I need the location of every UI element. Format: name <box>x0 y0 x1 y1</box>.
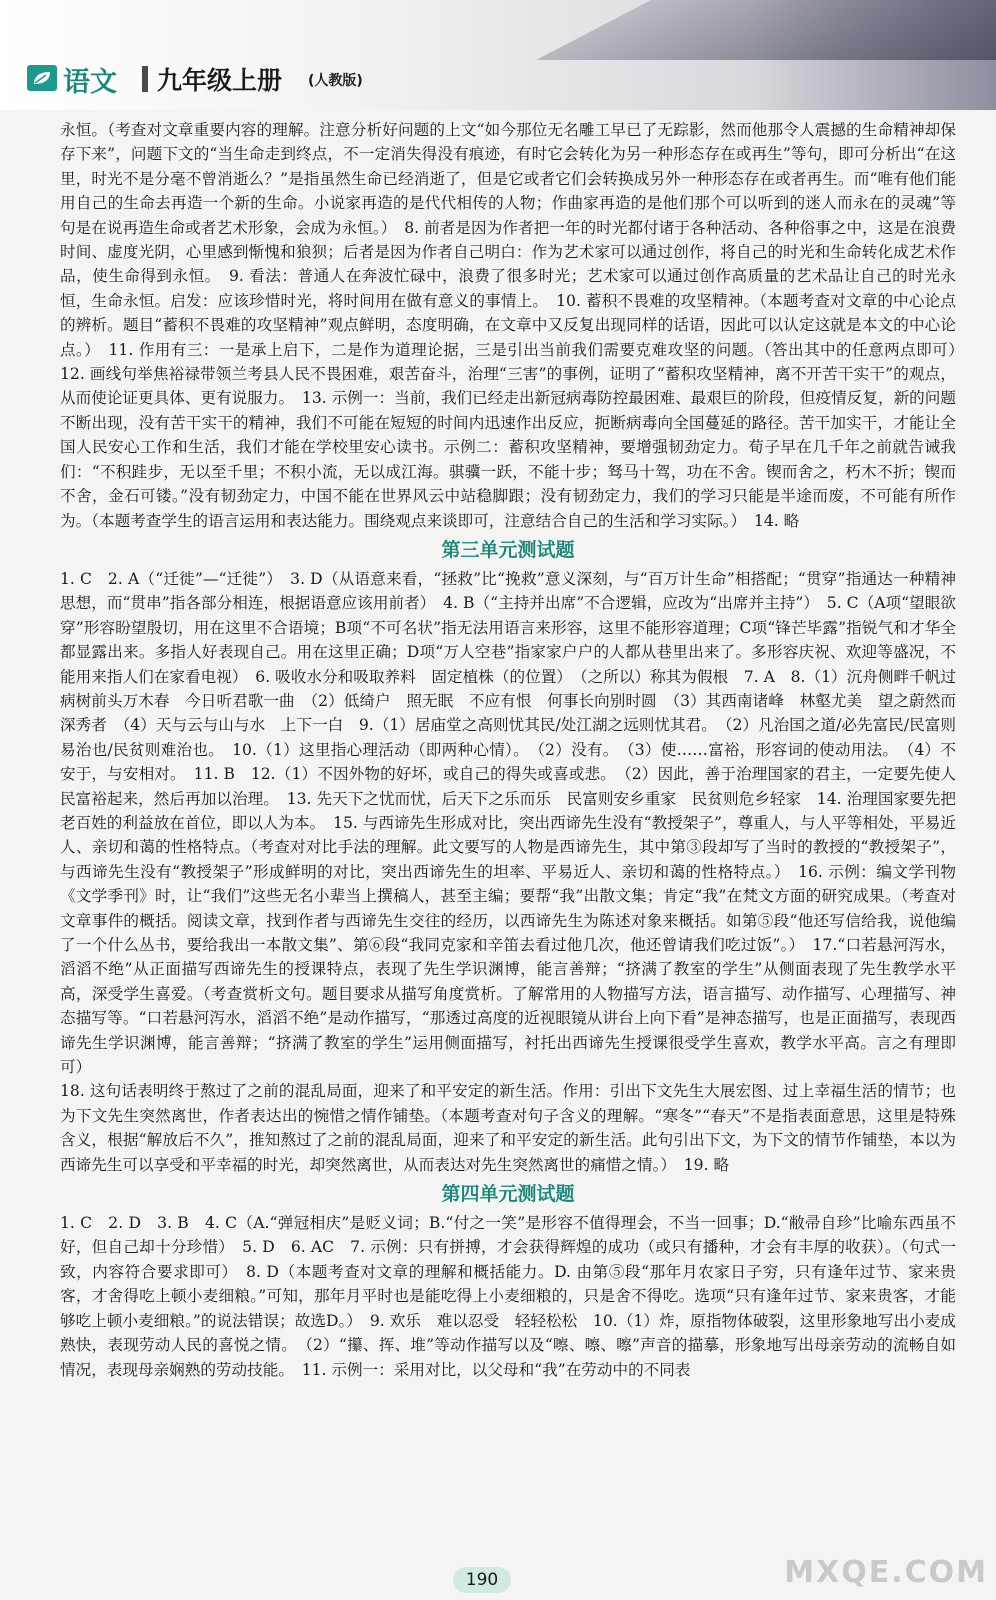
section-title-unit3: 第三单元测试题 <box>441 538 575 561</box>
answer-paragraph-unit3-q18: 18. 这句话表明终于熬过了之前的混乱局面，迎来了和平安定的新生活。作用：引出下文先生大展宏图、过上幸福生活的情节；也为下文先生突然离世，作者表达出的惋惜之情作铺垫。（本题考查对句子含义的理解。“寒冬”“春天”不是指表面意思，这里是特殊含义，根据“解放后不久”，推知熬过了之前的混乱局面，迎来了和平安定的新生活。此句引出下文，为下文的情节作铺垫，本以为西谛先生可以享受和平幸福的时光，却突然离世，从而表达对先生突然离世的痛惜之情。） 19. 略 <box>60 1082 956 1174</box>
answer-paragraph-unit4: 1. C 2. D 3. B 4. C（A.“弹冠相庆”是贬义词；B.“付之一笑”是形容不值得理会，不当一回事；D.“敝帚自珍”比喻东西虽不好，但自己却十分珍惜） 5. D 6. AC 7. 示例：只有拼搏，才会获得辉煌的成功（或只有播种，才会有丰厚的收获）。（句式一致，内容符合要求即可） 8. D（本题考查对文章的理解和概括能力。D. 由第⑤段“那年月农家日子穷，只有逢年过节、家来贵客，才舍得吃上顿小麦细粮。”可知，那年月平时也是能吃得上小麦细粮的，只是舍不得吃。选项“只有逢年过节、家来贵客，才能够吃上顿小麦细粮。”的说法错误；故选D。） 9. 欢乐 难以忍受 轻轻松松 10.（1）炸，原指物体破裂，这里形象地写出小麦成熟快，表现劳动人民的喜悦之情。 （2）“攥、挥、堆”等动作描写以及“嚓、嚓、嚓”声音的描摹，形象地写出母亲劳动的流畅自如情况，表现母亲娴熟的劳动技能。 11. 示例一：采用对比，以父母和“我”在劳动中的不同表 <box>60 1214 956 1379</box>
grade-label: 九年级上册 <box>157 66 283 95</box>
header-divider <box>142 66 148 92</box>
watermark: MXQE.COM <box>784 1555 988 1590</box>
subject-label: 语文 <box>63 67 117 98</box>
answer-paragraph-unit3: 1. C 2. A（“迁徙”—“迁徙”） 3. D（从语意来看，“拯救”比“挽救”意义深刻，与“百万计生命”相搭配；“贯穿”指通达一种精神思想，而“贯串”指各部分相连，根据语意应该用前者） 4. B（“主持并出席”不合逻辑，应改为“出席并主持”） 5. C（A项“望眼欲穿”形容盼望殷切，用在这里不合语境；B项“不可名状”指无法用语言来形容，这里不能形容道理；C项“锋芒毕露”指锐气和才华全都显露出来。多指人好表现自己。用在这里正确；D项“万人空巷”指家家户户的人都从巷里出来了。多形容庆祝、欢迎等盛况，不能用来指人们在家看电视） 6. 吸收水分和吸取养料 固定植株（的位置） （之所以）称其为假根 7. A 8.（1）沉舟侧畔千帆过 病树前头万木春 今日听君歌一曲 （2）低绮户 照无眠 不应有恨 何事长向别时圆 （3）其西南诸峰 林壑尤美 望之蔚然而深秀者 （4）天与云与山与水 上下一白 9.（1）居庙堂之高则忧其民/处江湖之远则忧其君。 （2）凡治国之道/必先富民/民富则易治也/民贫则难治也。 10.（1）这里指心理活动（即两种心情）。 （2）没有。 （3）使……富裕，形容词的使动用法。 （4）不安于，与安相对。 11. B 12.（1）不因外物的好坏，或自己的得失或喜或悲。 （2）因此，善于治理国家的君主，一定要先使人民富裕起来，然后再加以治理。 13. 先天下之忧而忧，后天下之乐而乐 民富则安乡重家 民贫则危乡轻家 14. 治理国家要先把老百姓的利益放在首位，即以人为本。 15. 与西谛先生形成对比，突出西谛先生没有“教授架子”，尊重人，与人平等相处，平易近人、亲切和蔼的性格特点。（考查对对比手法的理解。此文要写的人物是西谛先生，其中第③段却写了当时的教授的“教授架子”，与西谛先生没有“教授架子”形成鲜明的对比，突出西谛先生的坦率、平易近人、亲切和蔼的性格特点。） 16. 示例：编文学刊物《文学季刊》时，让“我们”这些无名小辈当上撰稿人，甚至主编；要帮“我”出散文集；肯定“我”在梵文方面的研究成果。（考查对文章事件的概括。阅读文章，找到作者与西谛先生交往的经历，以西谛先生为陈述对象来概括。如第⑤段“他还写信给我，说他编了一个什么丛书，要给我出一本散文集”、第⑥段“我同克家和辛笛去看过他几次，他还曾请我们吃过饭”。） 17.“口若悬河泻水，滔滔不绝”从正面描写西谛先生的授课特点，表现了先生学识渊博，能言善辩；“挤满了教室的学生”从侧面表现了先生教学水平高，深受学生喜爱。（考查赏析文句。题目要求从描写角度赏析。了解常用的人物描写方法，语言描写、动作描写、心理描写、神态描写等。“口若悬河泻水，滔滔不绝”是动作描写，“那透过高度的近视眼镜从讲台上向下看”是神态描写，也是正面描写，表现西谛先生学识渊博，能言善辩；“挤满了教室的学生”运用侧面描写，衬托出西谛先生授课很受学生喜欢，教学水平高。言之有理即可） <box>60 569 972 1077</box>
edition-label: (人教版) <box>308 73 363 89</box>
leaf-icon <box>27 65 57 91</box>
header-decoration <box>536 0 996 60</box>
section-title-unit4: 第四单元测试题 <box>441 1183 575 1206</box>
page-header <box>0 0 996 110</box>
page-number: 190 <box>453 1567 511 1593</box>
answer-content <box>60 118 972 1382</box>
answer-paragraph-unit2: 永恒。（考查对文章重要内容的理解。注意分析好问题的上文“如今那位无名雕工早已了无踪影，然而他那令人震撼的生命精神却保存下来”，问题下文的“当生命走到终点，不一定消失得没有痕迹，有时它会转化为另一种形态存在或再生”等句，即可分析出“在这里，时光不是分毫不曾消逝么？”是指虽然生命已经消逝了，但是它或者它们会转换成另外一种形态存在或者再生。而“唯有他们能用自己的生命去再造一个新的生命。小说家再造的是代代相传的人物；作曲家再造的是他们那个可以听到的迷人而永在的灵魂”等句是在说再造生命或者艺术形象，会成为永恒。） 8. 前者是因为作者把一年的时光都付诸于各种活动、各种俗事之中，这是在浪费时间、虚度光阴，心里感到惭愧和狼狈；后者是因为作者自己明白：作为艺术家可以通过创作，将自己的时光和生命转化成艺术作品，使生命得到永恒。 9. 看法：普通人在奔波忙碌中，浪费了很多时光；艺术家可以通过创作高质量的艺术品让自己的时光永恒，生命永恒。启发：应该珍惜时光，将时间用在做有意义的事情上。 10. 蓄积不畏难的攻坚精神。（本题考查对文章的中心论点的辨析。题目“蓄积不畏难的攻坚精神”观点鲜明，态度明确，在文章中又反复出现同样的话语，因此可以认定这就是本文的中心论点。） 11. 作用有三：一是承上启下，二是作为道理论据，三是引出当前我们需要克难攻坚的问题。（答出其中的任意两点即可） 12. 画线句举焦裕禄带领兰考县人民不畏困难，艰苦奋斗，治理“三害”的事例，证明了“蓄积攻坚精神，离不开苦干实干”的观点，从而使论证更具体、更有说服力。 13. 示例一：当前，我们已经走出新冠病毒防控最困难、最艰巨的阶段，但疫情反复，新的问题不断出现，没有苦干实干的精神，我们不可能在短短的时间内迅速作出反应，扼断病毒向全国蔓延的路径。苦干加实干，才能让全国人民安心工作和生活，我们才能在学校里安心读书。示例二：蓄积攻坚精神，要增强韧劲定力。荀子早在几千年之前就告诫我们：“不积跬步，无以至千里；不积小流，无以成江海。骐骥一跃，不能十步；驽马十驾，功在不舍。锲而舍之，朽木不折；锲而不舍，金石可镂。”没有韧劲定力，中国不能在世界风云中站稳脚跟；没有韧劲定力，我们的学习只能是半途而废，不可能有所作为。（本题考查学生的语言运用和表达能力。围绕观点来谈即可，注意结合自己的生活和学习实际。） 14. 略 <box>60 121 972 530</box>
